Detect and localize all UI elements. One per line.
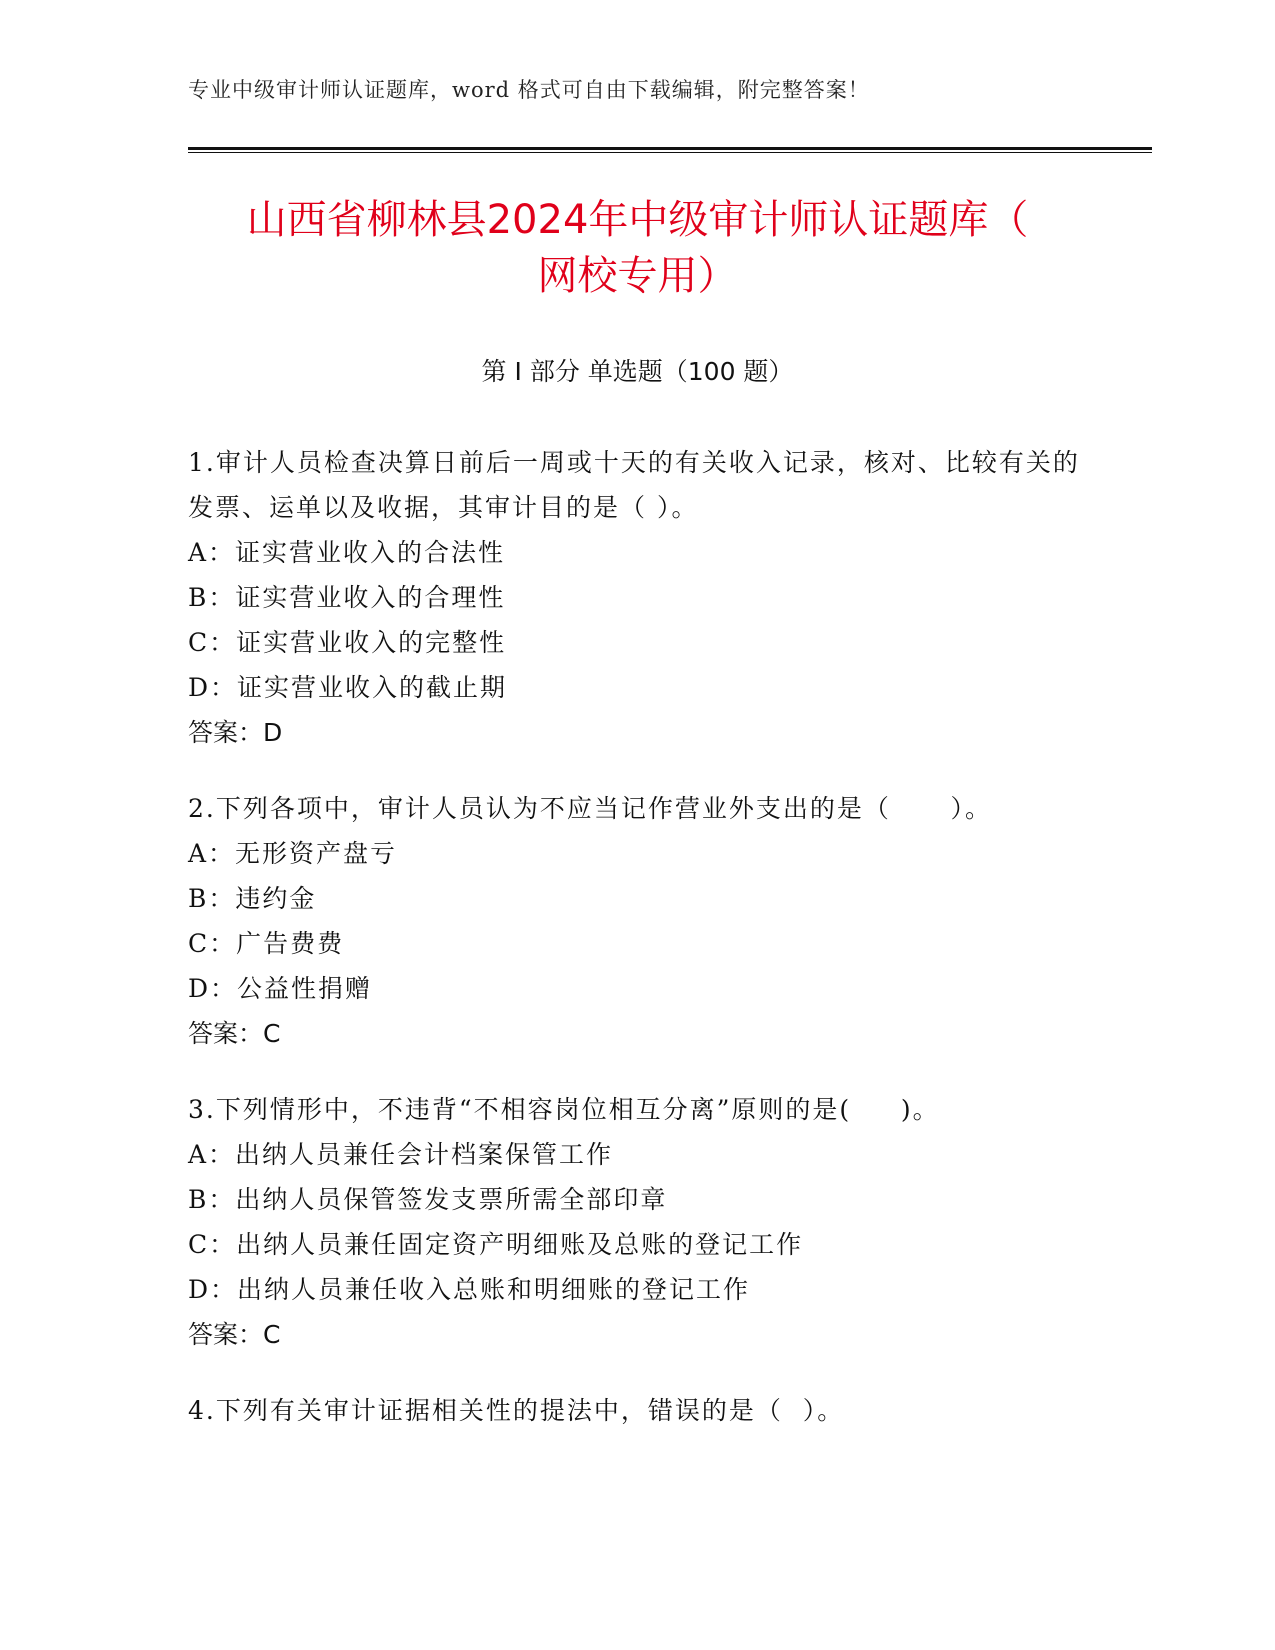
option-d: D：公益性捐赠 [188,974,373,1003]
option-a: A：无形资产盘亏 [188,839,398,868]
header-rule-thin [188,152,1152,153]
answer: 答案：D [188,718,283,747]
option-c: C：广告费费 [188,929,345,958]
document-title-line-1: 山西省柳林县2024年中级审计师认证题库（ [246,197,1029,243]
option-b: B：证实营业收入的合理性 [188,583,506,612]
question-stem: 4.下列有关审计证据相关性的提法中，错误的是（ ）。 [188,1396,845,1425]
header-note: 专业中级审计师认证题库，word 格式可自由下载编辑，附完整答案！ [188,78,870,102]
option-c: C：出纳人员兼任固定资产明细账及总账的登记工作 [188,1230,804,1259]
option-c: C：证实营业收入的完整性 [188,628,507,657]
question-stem: 1.审计人员检查决算日前后一周或十天的有关收入记录，核对、比较有关的发票、运单以及收据，其审计目的是（ ）。 [188,448,1080,522]
option-b: B：违约金 [188,884,317,913]
question-3 [188,1087,1088,1357]
answer: 答案：C [188,1320,281,1349]
option-b: B：出纳人员保管签发支票所需全部印章 [188,1185,668,1214]
question-list [188,440,1088,1464]
option-a: A：证实营业收入的合法性 [188,538,506,567]
question-4 [188,1388,1088,1433]
document-title-line-2: 网校专用） [537,253,738,299]
option-d: D：证实营业收入的截止期 [188,673,508,702]
header-rule-thick [188,147,1152,150]
section-heading: 第 I 部分 单选题（100 题） [481,357,794,386]
question-stem: 3.下列情形中，不违背“不相容岗位相互分离”原则的是( )。 [188,1095,940,1124]
answer: 答案：C [188,1019,281,1048]
option-a: A：出纳人员兼任会计档案保管工作 [188,1140,614,1169]
question-stem: 2.下列各项中，审计人员认为不应当记作营业外支出的是（ ）。 [188,794,993,823]
question-1 [188,440,1088,755]
question-2 [188,786,1088,1056]
document-title [150,192,1125,304]
option-d: D：出纳人员兼任收入总账和明细账的登记工作 [188,1275,751,1304]
